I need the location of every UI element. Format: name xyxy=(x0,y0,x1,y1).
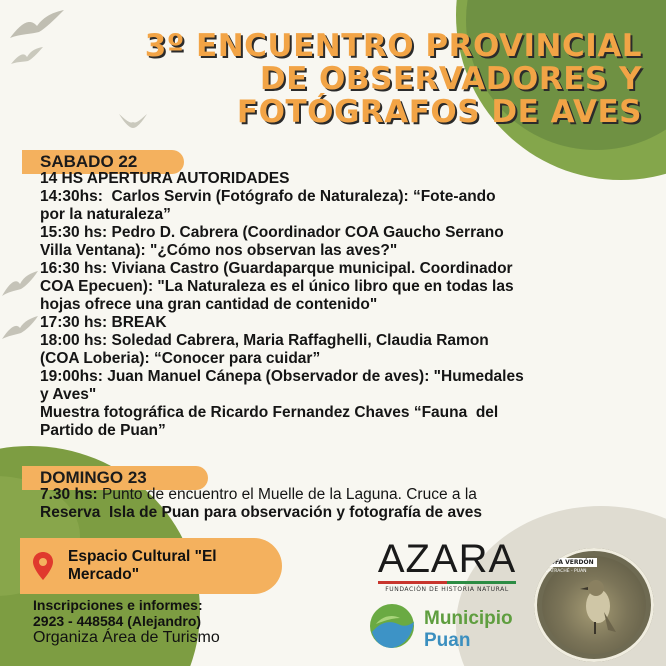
title-line-2: DE OBSERVADORES Y xyxy=(259,61,642,97)
schedule-line: 15:30 hs: Pedro D. Cabrera (Coordinador COA Gaucho Serrano xyxy=(40,224,504,241)
municipio-line-1: Municipio xyxy=(424,608,513,629)
venue-name xyxy=(68,548,217,584)
azara-logo xyxy=(372,538,522,593)
schedule-time: 7.30 hs: xyxy=(40,486,98,503)
schedule-line: COA Epecuen): "La Naturaleza es el único libro que en todas las xyxy=(40,278,514,295)
day-label-saturday-text: SABADO 22 xyxy=(40,152,138,171)
schedule-line: 17:30 hs: BREAK xyxy=(40,314,167,331)
schedule-line: por la naturaleza” xyxy=(40,206,171,223)
schedule-line: 14 HS APERTURA AUTORIDADES xyxy=(40,170,290,187)
azara-color-bar xyxy=(378,581,516,584)
bird-silhouette-icon xyxy=(0,315,40,341)
schedule-line xyxy=(40,486,660,504)
saturday-schedule xyxy=(40,170,660,440)
gofa-label: GOFA VERDÓN xyxy=(542,558,597,567)
schedule-line: Reserva Isla de Puan para observación y fotografía de aves xyxy=(40,504,482,521)
perched-bird-icon xyxy=(574,576,620,636)
contact-info xyxy=(33,597,333,647)
title-line-1: 3º ENCUENTRO PROVINCIAL xyxy=(144,28,642,64)
municipio-line-2: Puan xyxy=(424,630,471,651)
title-line-3: FOTÓGRAFOS DE AVES xyxy=(236,94,642,130)
bird-silhouette-icon xyxy=(0,270,40,298)
schedule-line: Partido de Puan” xyxy=(40,422,166,439)
schedule-line: 14:30hs: Carlos Servin (Fotógrafo de Naturaleza): “Fote-ando xyxy=(40,188,496,205)
schedule-line: Muestra fotográfica de Ricardo Fernandez Chaves “Fauna del xyxy=(40,404,499,421)
organizer: Organiza Área de Turismo xyxy=(33,629,220,646)
municipio-emblem-icon xyxy=(368,602,416,650)
municipio-puan-logo xyxy=(368,602,528,654)
phone-number: 2923 - 448584 (Alejandro) xyxy=(33,613,202,629)
venue-banner xyxy=(20,538,282,594)
schedule-line: 18:00 hs: Soledad Cabrera, Maria Raffaghelli, Claudia Ramon xyxy=(40,332,489,349)
schedule-line: (COA Loberia): “Conocer para cuidar” xyxy=(40,350,321,367)
azara-subtitle: FUNDACIÓN DE HISTORIA NATURAL xyxy=(385,586,509,593)
map-pin-icon xyxy=(32,551,54,581)
gofa-verdon-logo xyxy=(534,548,654,662)
event-title xyxy=(72,30,642,129)
azara-name: AZARA xyxy=(377,537,517,581)
schedule-line: hojas ofrece una gran cantidad de contenido" xyxy=(40,296,378,313)
venue-line-2: Mercado" xyxy=(68,566,140,583)
sunday-schedule xyxy=(40,486,660,522)
schedule-line: 19:00hs: Juan Manuel Cánepa (Observador de aves): "Humedales xyxy=(40,368,524,385)
gofa-subtitle: GUATRACHÉ - PUAN xyxy=(542,569,587,574)
bird-silhouette-icon xyxy=(8,8,66,44)
day-label-sunday-text: DOMINGO 23 xyxy=(40,468,147,487)
schedule-line: 16:30 hs: Viviana Castro (Guardaparque municipal. Coordinador xyxy=(40,260,513,277)
venue-line-1: Espacio Cultural "El xyxy=(68,548,217,565)
bird-silhouette-icon xyxy=(10,46,44,66)
registration-heading: Inscripciones e informes: xyxy=(33,597,203,613)
schedule-text: Punto de encuentro el Muelle de la Laguna. Cruce a la xyxy=(97,486,477,503)
schedule-line: y Aves" xyxy=(40,386,97,403)
schedule-line: Villa Ventana): "¿Cómo nos observan las aves?" xyxy=(40,242,398,259)
